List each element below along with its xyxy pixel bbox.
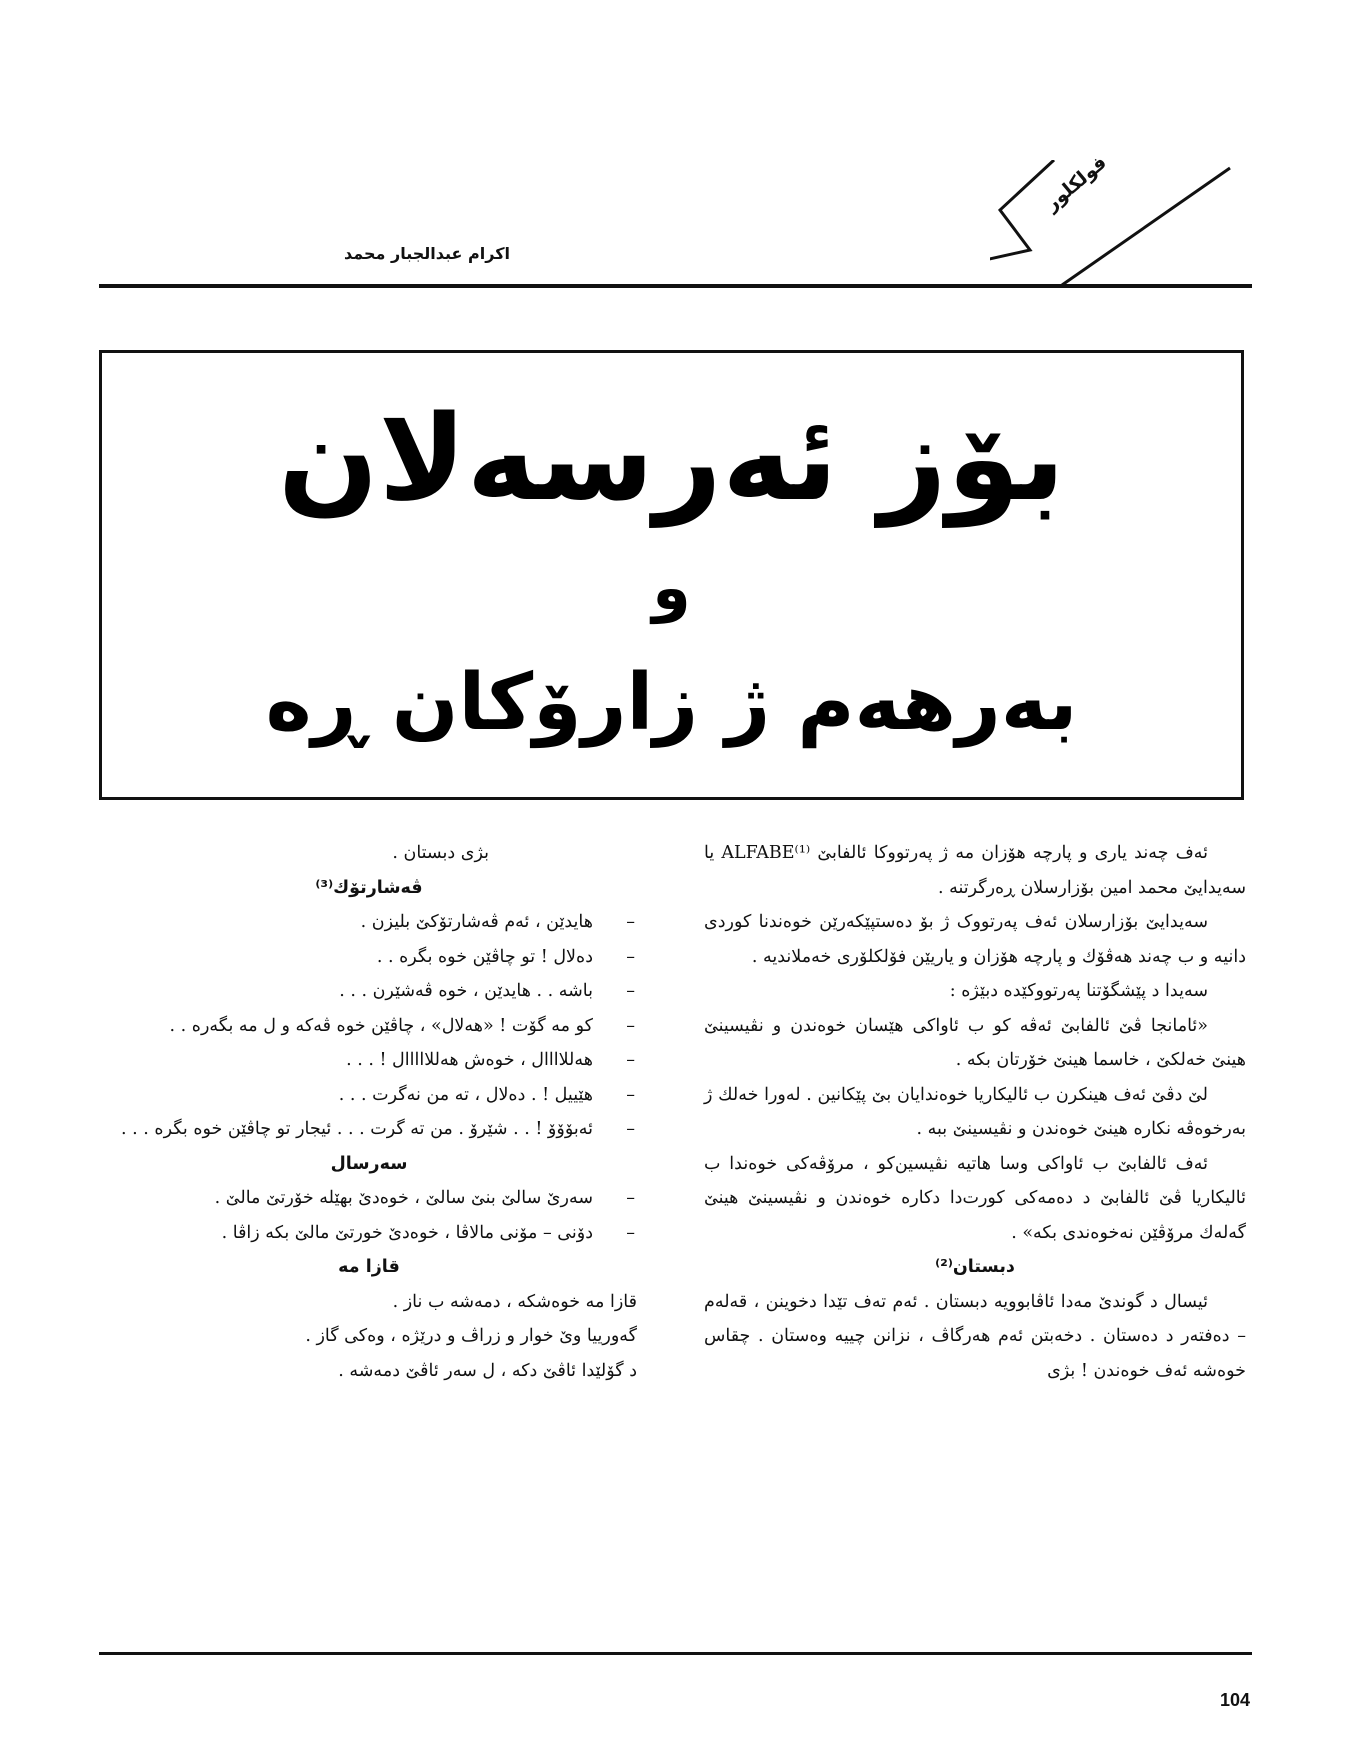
dialogue-line: – کو مە گۆت ! «هەلال» ، چاڤێن خوە ڤەکە و ل مە بگەرە . . <box>99 1009 639 1044</box>
quote-paragraph: «ئامانجا ڤێ ئالفابێ ئەڤە کو ب ئاواکی هێسان خوەندن و نڤیسینێ هینێ خەلکێ ، خاسما هینێ خۆرتان بکە . <box>704 1015 1246 1070</box>
heading-new-year: سەرسال <box>330 1153 408 1174</box>
heading-hide-and-seek: ڤەشارتۆك⁽³⁾ <box>315 877 423 898</box>
verse-line: – سەرێ سالێ بنێ سالێ ، خوەدێ بهێلە خۆرتێ مالێ . <box>99 1181 639 1216</box>
paragraph: سەیدایێ بۆزارسلان ئەف پەرتووک ژ بۆ دەستپێکەرێن خوەندنا کوردی دانیە و ب چەند هەڤۆك و پارچە هۆزان و یاریێن فۆلکلۆری خەملاندیە . <box>704 912 1246 967</box>
top-rule <box>99 284 1252 288</box>
author-name: اكرام عبدالجبار محمد <box>344 244 510 263</box>
left-column <box>99 836 639 1388</box>
dialogue-line: – هایدێن ، ئەم ڤەشارتۆکێ بلیزن . <box>99 905 639 940</box>
title-line-2: و <box>652 551 691 624</box>
bottom-rule <box>99 1652 1252 1655</box>
title-line-3: بەرهەم ژ زارۆكان ڕە <box>265 658 1078 748</box>
dialogue-line: – باشە . . هایدێن ، خوە ڤەشێرن . . . <box>99 974 639 1009</box>
dialogue-line: – هێییل ! . دەلال ، تە من نەگرت . . . <box>99 1078 639 1113</box>
paragraph: سەیدا د پێشگۆتنا پەرتووکێدە دبێژە : <box>949 981 1208 1001</box>
paragraph: ئیسال د گوندێ مەدا ئاڤابوویە دبستان . ئەم تەف تێدا دخوینن ، قەلەم – دەفتەر د دەستان . دخەبتن ئەم هەرگاڤ ، نزانن چییە وەستان . چقاس خوەشە ئەف خوەندن ! بژی <box>704 1291 1246 1381</box>
dialogue-line: – ئەبۆۆۆ ! . . شێرۆ . من تە گرت . . . ئیجار تو چاڤێن خوە بگرە . . . <box>99 1112 639 1147</box>
banner-left-stroke <box>990 160 1054 260</box>
quote-paragraph: ئەف ئالفابێ ب ئاواکی وسا هاتیە نڤیسین‌کو ، مرۆڤەکی خوەندا ب ئالیکاریا ڤێ ئالفابێ د دەمەکی کورت‌دا دکارە خوەندن و نڤیسینێ هینێ گەلەك مرۆڤێن نەخوەندی بکە» . <box>704 1153 1246 1243</box>
verse-line: گەورییا وێ خوار و زراڤ و درێژە ، وەکی گاز . <box>305 1326 637 1346</box>
quote-paragraph: لێ دڤێ ئەف هینکرن ب ئالیکاریا خوەندایان بێ پێکانین . لەورا خەلك ژ بەرخوەڤە نکارە هینێ خوەندن و نڤیسینێ ببە . <box>704 1084 1246 1139</box>
paragraph: ئەف چەند یاری و پارچە هۆزان مە ژ پەرتووکا ئالفابێ ALFABE⁽¹⁾ یا سەیدایێ محمد امین بۆزارسلان ڕەرگرتنە . <box>704 843 1246 898</box>
section-label: فولكلور <box>1040 151 1111 216</box>
title-box <box>99 350 1244 800</box>
page-number: 104 <box>1219 1690 1250 1710</box>
verse-line: د گۆلێدا ئاڤێ دکە ، ل سەر ئاڤێ دمەشە . <box>338 1360 637 1381</box>
verse-line: قازا مە خوەشکە ، دمەشە ب ناز . <box>392 1291 637 1312</box>
title-line-1: بۆز ئەرسەلان <box>277 389 1066 527</box>
dialogue-line: – هەللاااال ، خوەش هەللااااال ! . . . <box>99 1043 639 1078</box>
verse-line: – دۆنی – مۆنی مالاڤا ، خوەدێ خورتێ مالێ بکە زاڤا . <box>99 1216 639 1251</box>
dialogue-line: – دەلال ! تو چاڤێن خوە بگرە . . <box>99 940 639 975</box>
opening-line: بژی دبستان . <box>392 843 489 863</box>
right-column <box>704 836 1246 1388</box>
heading-our-goose: قازا مە <box>338 1257 400 1277</box>
subheading-school: دبستان⁽²⁾ <box>935 1257 1015 1277</box>
